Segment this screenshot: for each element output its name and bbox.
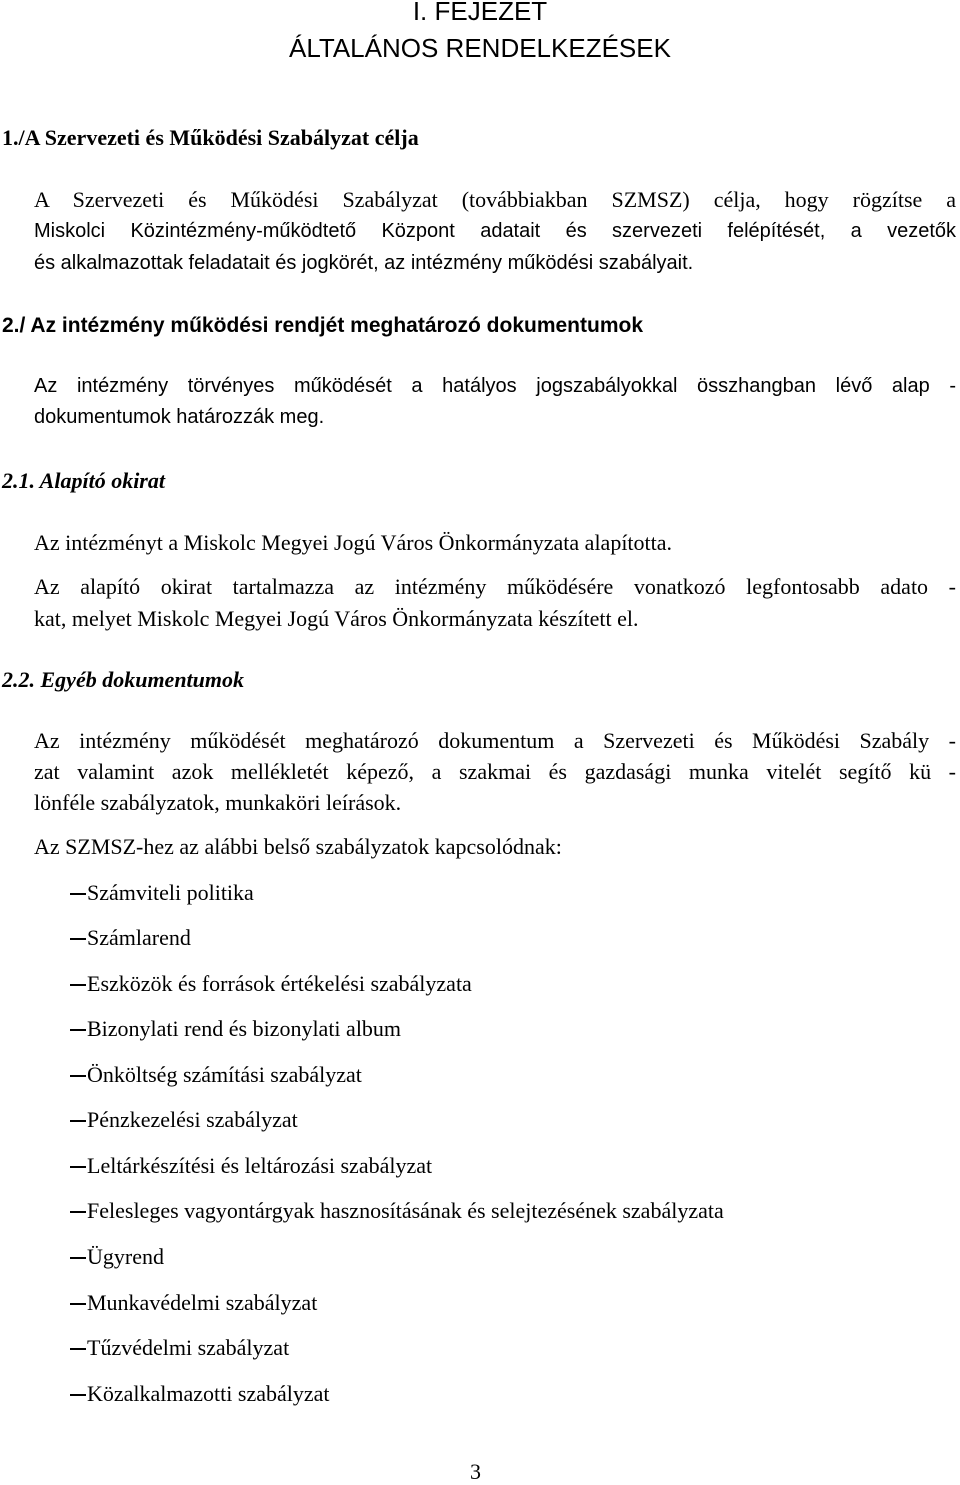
list-item: Számlarend — [70, 925, 191, 951]
list-item: Számviteli politika — [70, 880, 254, 906]
dash-bullet-icon — [70, 1348, 86, 1350]
section-2-2-heading: 2.2. Egyéb dokumentumok — [2, 667, 245, 692]
dash-bullet-icon — [70, 938, 86, 940]
chapter-title: ÁLTALÁNOS RENDELKEZÉSEK — [289, 33, 671, 63]
section-1-heading: 1./A Szervezeti és Működési Szabályzat célja — [2, 125, 419, 150]
dash-bullet-icon — [70, 1211, 86, 1213]
dash-bullet-icon — [70, 984, 86, 986]
section-2-1-paragraph-2-line-2: kat, melyet Miskolc Megyei Jogú Város Önkormányzata készített el. — [34, 606, 639, 631]
dash-bullet-icon — [70, 1257, 86, 1259]
dash-bullet-icon — [70, 1029, 86, 1031]
section-2-1-paragraph-2-line-1: Az alapító okirat tartalmazza az intézmény működésére vonatkozó legfontosabb adato - — [34, 574, 956, 599]
chapter-number: I. FEJEZET — [412, 0, 548, 26]
list-item: Közalkalmazotti szabályzat — [70, 1381, 330, 1407]
dash-bullet-icon — [70, 1120, 86, 1122]
dash-bullet-icon — [70, 1166, 86, 1168]
list-item: Pénzkezelési szabályzat — [70, 1107, 298, 1133]
list-item: Munkavédelmi szabályzat — [70, 1290, 317, 1316]
dash-bullet-icon — [70, 1394, 86, 1396]
section-1-line-3: és alkalmazottak feladatait és jogkörét, az intézmény működési szabályait. — [34, 252, 694, 274]
section-2-2-line-3: lönféle szabályzatok, munkaköri leírások. — [34, 790, 402, 815]
section-1-line-2: Miskolci Közintézmény-működtető Központ adatait és szervezeti felépítését, a vezetők — [34, 220, 956, 242]
section-2-2-line-1: Az intézmény működését meghatározó dokumentum a Szervezeti és Működési Szabály - — [34, 728, 956, 753]
list-item: Ügyrend — [70, 1244, 164, 1270]
list-item: Bizonylati rend és bizonylati album — [70, 1016, 401, 1042]
dash-bullet-icon — [70, 1075, 86, 1077]
list-item: Felesleges vagyontárgyak hasznosításának és selejtezésének szabályzata — [70, 1198, 724, 1224]
list-item: Tűzvédelmi szabályzat — [70, 1335, 289, 1361]
page-number: 3 — [470, 1459, 481, 1484]
section-2-2-line-2: zat valamint azok mellékletét képező, a szakmai és gazdasági munka vitelét segítő kü - — [34, 759, 956, 784]
section-2-1-paragraph-1: Az intézményt a Miskolc Megyei Jogú Város Önkormányzata alapította. — [34, 530, 673, 555]
list-item: Eszközök és források értékelési szabályzata — [70, 971, 472, 997]
section-2-line-2: dokumentumok határozzák meg. — [34, 406, 325, 428]
section-1-line-1: A Szervezeti és Működési Szabályzat (továbbiakban SZMSZ) célja, hogy rögzítse a — [34, 187, 956, 212]
dash-bullet-icon — [70, 893, 86, 895]
list-item: Önköltség számítási szabályzat — [70, 1062, 362, 1088]
section-2-heading: 2./ Az intézmény működési rendjét meghatározó dokumentumok — [2, 314, 644, 337]
dash-bullet-icon — [70, 1303, 86, 1305]
section-2-1-heading: 2.1. Alapító okirat — [2, 468, 165, 493]
list-intro: Az SZMSZ-hez az alábbi belső szabályzatok kapcsolódnak: — [34, 834, 562, 859]
section-2-line-1: Az intézmény törvényes működését a hatályos jogszabályokkal összhangban lévő alap - — [34, 375, 956, 397]
list-item: Leltárkészítési és leltározási szabályzat — [70, 1153, 432, 1179]
